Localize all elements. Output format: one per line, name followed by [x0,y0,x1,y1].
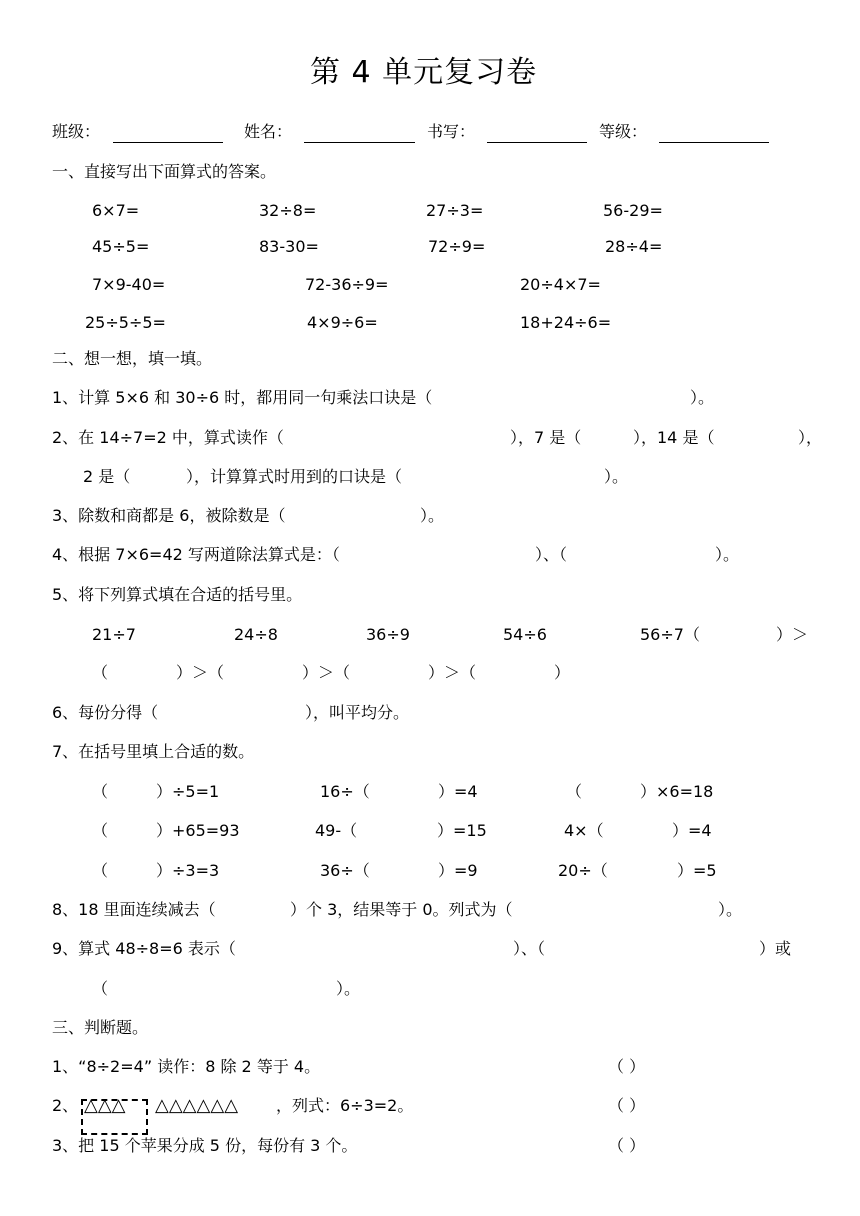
q7-part: 20÷（ [558,861,608,880]
calc-item: 7×9-40= [92,275,166,294]
triangle-rest: △△△△△△ [155,1095,239,1116]
writing-blank[interactable] [487,142,587,143]
q1-text: 1、计算 5×6 和 30÷6 时，都用同一句乘法口诀是（ [52,388,433,407]
q7-part: ）×6=18 [640,782,714,801]
q7-part: （ [566,782,583,801]
judge-item-2-prefix: 2、 [52,1096,79,1115]
q5-paren: ）＞（ [302,663,351,682]
grade-label: 等级： [599,122,648,141]
judge-answer-1[interactable]: （ ） [608,1057,646,1076]
q7-part: ）÷3=3 [156,861,220,880]
q5-paren: ）＞（ [428,663,477,682]
judge-answer-2[interactable]: （ ） [608,1096,646,1115]
q9-part: （ [92,979,109,998]
q8-part: ）个 3，结果等于 0。列式为（ [290,900,513,919]
q7-part: ）=4 [672,821,712,840]
q9-part: ）、（ [513,939,546,958]
judge-item-2-suffix: ，列式：6÷3=2。 [276,1096,414,1115]
section1-heading: 一、直接写出下面算式的答案。 [52,162,277,181]
q3-close: ）。 [420,506,445,525]
class-label: 班级： [52,122,101,141]
q5-item: 56÷7（ [640,625,700,644]
class-blank[interactable] [113,142,223,143]
q7-part: ）=4 [438,782,478,801]
q7-part: （ [92,782,109,801]
calc-item: 6×7= [92,201,140,220]
q8-text: 8、18 里面连续减去（ [52,900,216,919]
q7-part: ）=9 [438,861,478,880]
calc-item: 56-29= [603,201,663,220]
q5-item: 36÷9 [366,625,410,644]
q8-close: ）。 [718,900,743,919]
calc-item: 45÷5= [92,237,150,256]
q7-part: ）=5 [677,861,717,880]
calc-item: 4×9÷6= [307,313,378,332]
section2-heading: 二、想一想，填一填。 [52,349,213,368]
q5-paren: ） [554,663,571,682]
q7-part: ）+65=93 [156,821,240,840]
q7-part: ）÷5=1 [156,782,220,801]
q7-part: ）=15 [437,821,487,840]
calc-item: 83-30= [259,237,319,256]
judge-item-1: 1、“8÷2=4” 读作：8 除 2 等于 4。 [52,1057,321,1076]
q7-part: 16÷（ [320,782,370,801]
q9-close: ）。 [336,979,361,998]
q5-item: 54÷6 [503,625,547,644]
calc-item: 18+24÷6= [520,313,612,332]
q6-text: 6、每份分得（ [52,703,159,722]
q7-part: 49-（ [315,821,358,840]
q7-part: （ [92,861,109,880]
q4-part: ）、（ [535,545,568,564]
q6-close: ），叫平均分。 [305,703,410,722]
q7-part: （ [92,821,109,840]
q3-text: 3、除数和商都是 6，被除数是（ [52,506,286,525]
q2-part: ）。 [604,467,629,486]
calc-item: 27÷3= [426,201,484,220]
grade-blank[interactable] [659,142,769,143]
section3-heading: 三、判断题。 [52,1018,149,1037]
q4-text: 4、根据 7×6=42 写两道除法算式是：（ [52,545,340,564]
calc-item: 25÷5÷5= [85,313,166,332]
q5-gt: ）＞ [776,625,809,644]
q7-part: 4×（ [564,821,604,840]
q9-part: ）或 [759,939,792,958]
q2-part: 2 是（ [83,467,131,486]
q5-item: 24÷8 [234,625,278,644]
q5-text: 5、将下列算式填在合适的括号里。 [52,585,303,604]
q2-part: ），14 是（ [633,428,715,447]
name-label: 姓名： [244,122,293,141]
triangle-group: △△△ [84,1095,126,1116]
calc-item: 72÷9= [428,237,486,256]
q7-text: 7、在括号里填上合适的数。 [52,742,255,761]
writing-label: 书写： [427,122,476,141]
name-blank[interactable] [304,142,415,143]
page-title: 第 4 单元复习卷 [310,55,538,90]
judge-item-3: 3、把 15 个苹果分成 5 份，每份有 3 个。 [52,1136,358,1155]
q4-close: ）。 [715,545,740,564]
calc-item: 20÷4×7= [520,275,601,294]
q2-part: ），7 是（ [510,428,582,447]
q2-text: 2、在 14÷7=2 中，算式读作（ [52,428,284,447]
judge-answer-3[interactable]: （ ） [608,1136,646,1155]
calc-item: 72-36÷9= [305,275,389,294]
q7-part: 36÷（ [320,861,370,880]
q5-item: 21÷7 [92,625,136,644]
q2-part: ）， [798,428,823,447]
q1-close: ）。 [690,388,715,407]
q9-text: 9、算式 48÷8=6 表示（ [52,939,236,958]
q5-paren: ）＞（ [176,663,225,682]
calc-item: 28÷4= [605,237,663,256]
calc-item: 32÷8= [259,201,317,220]
q2-part: ），计算算式时用到的口诀是（ [186,467,403,486]
q5-paren: （ [92,663,109,682]
